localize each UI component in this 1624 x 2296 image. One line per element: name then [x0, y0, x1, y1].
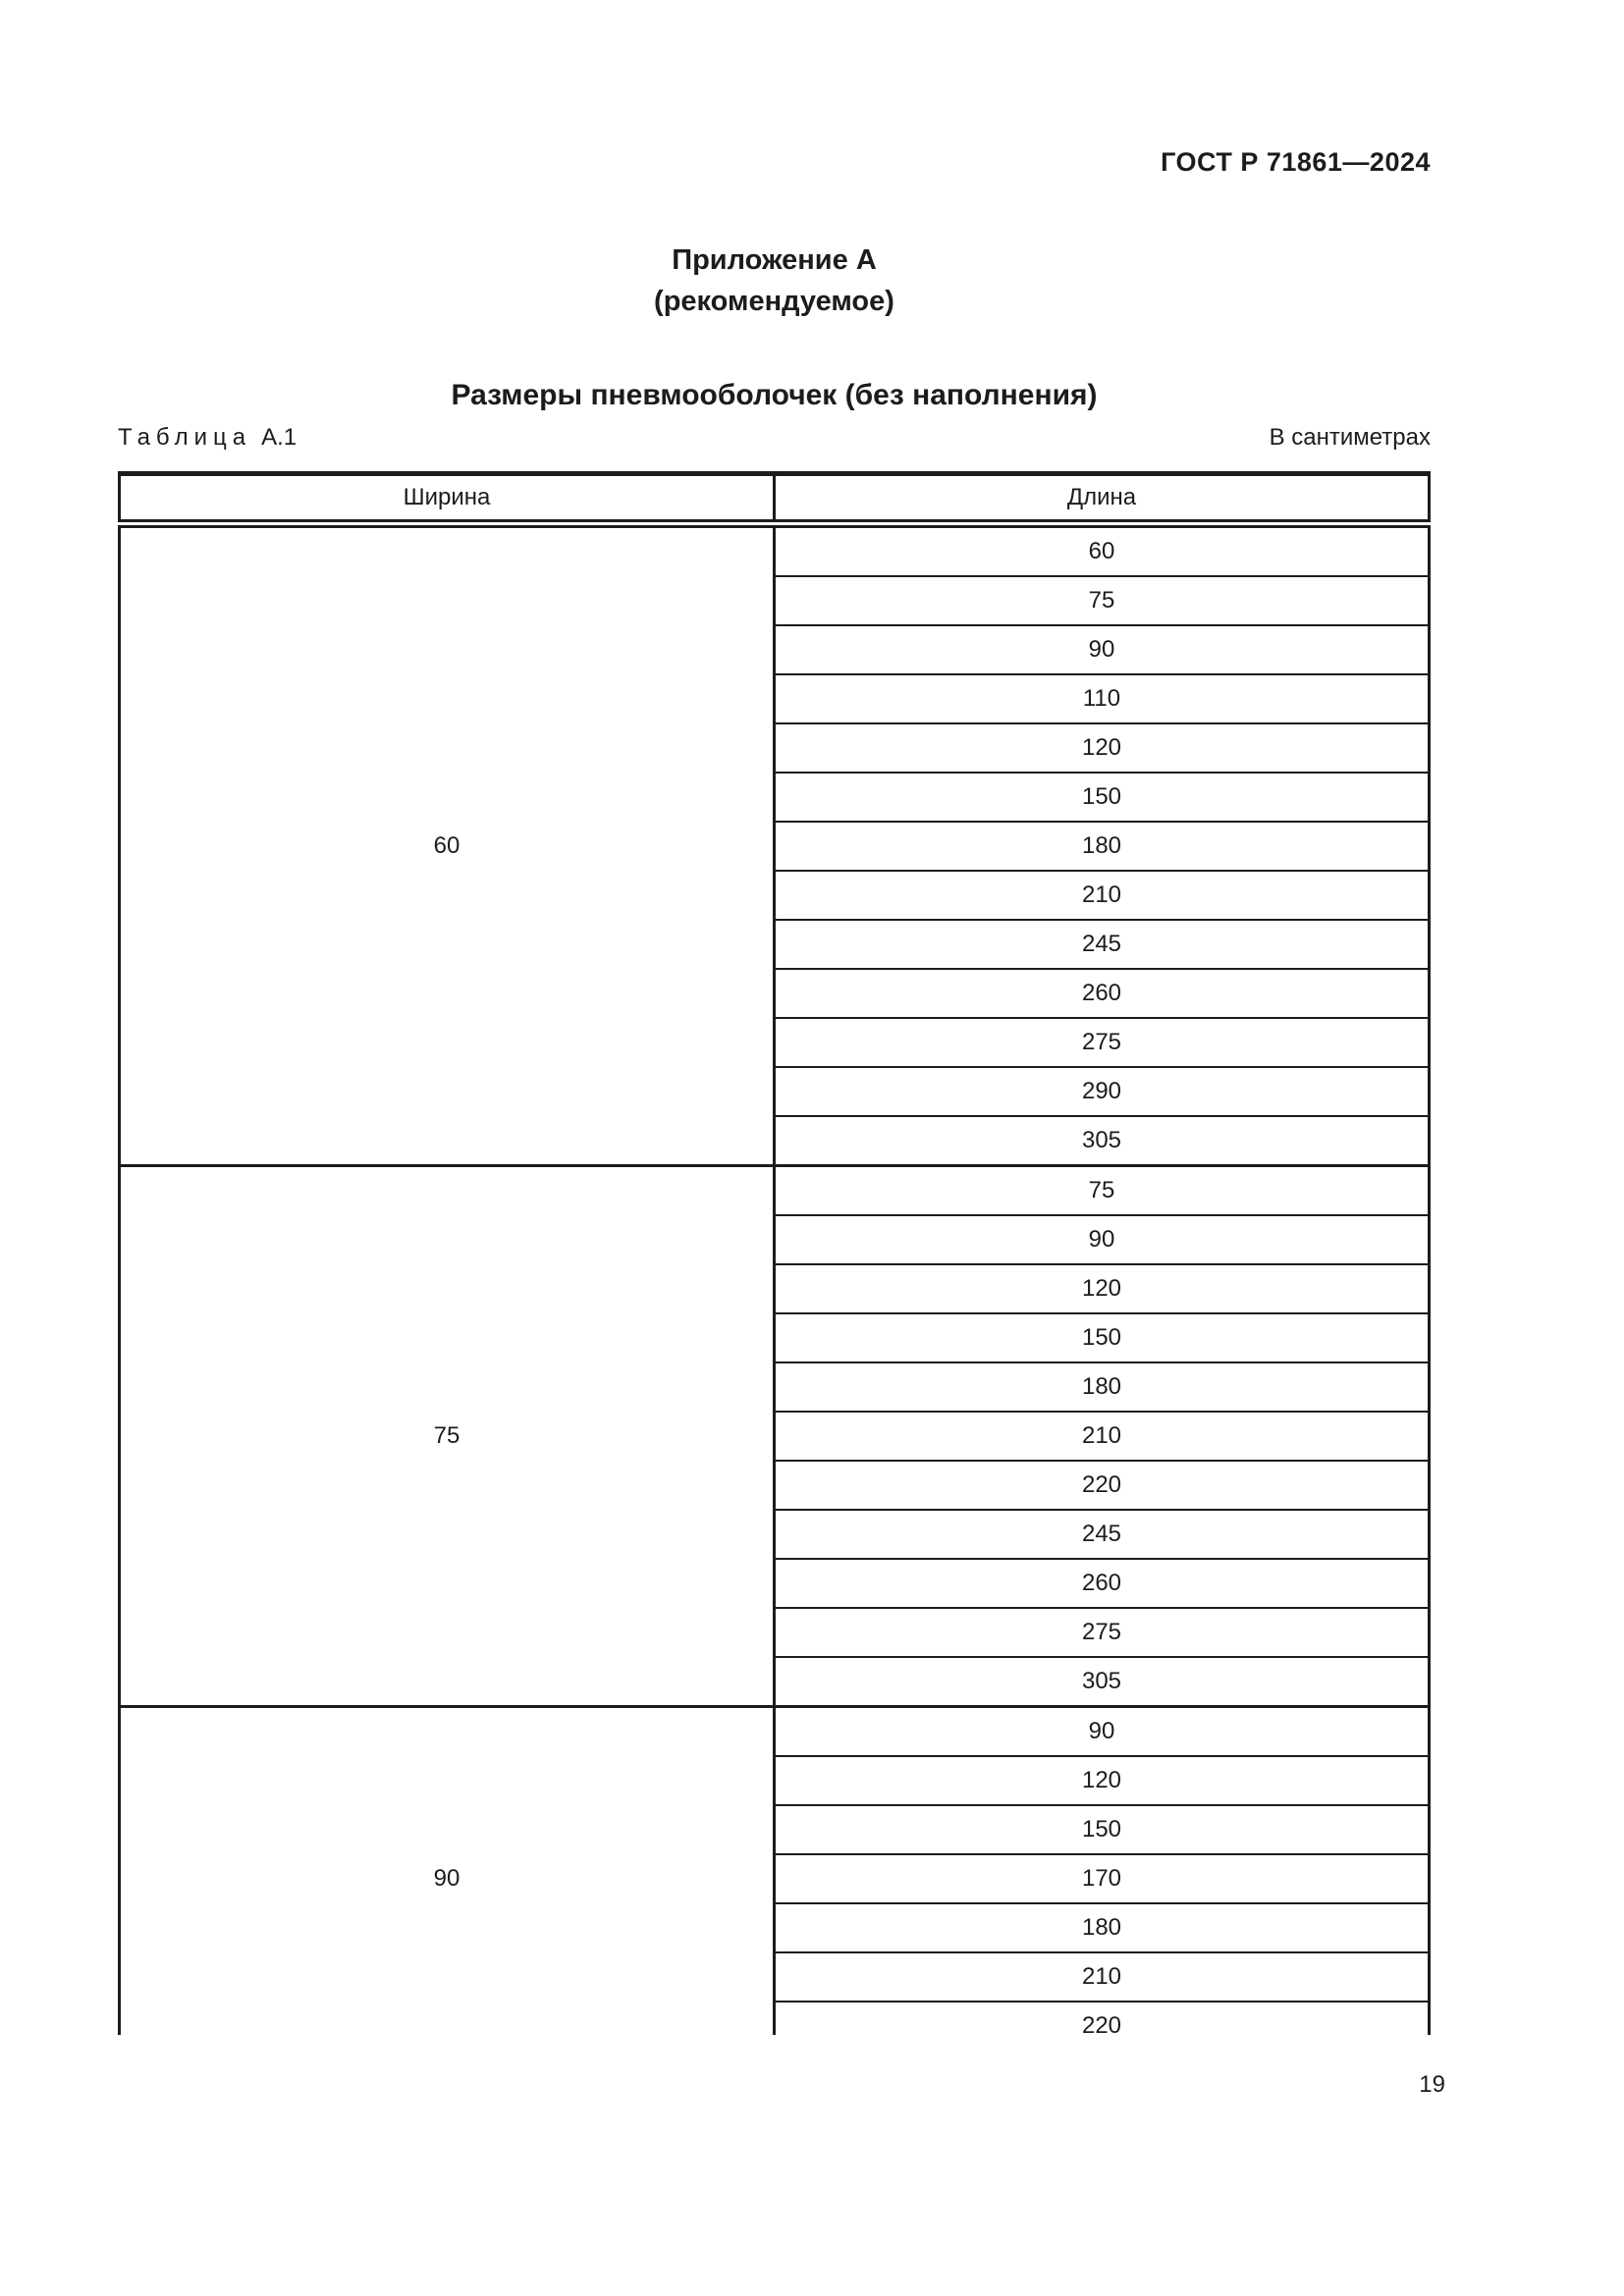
length-cell: 150	[775, 773, 1430, 822]
table-row	[120, 1166, 1430, 1216]
length-cell: 75	[775, 576, 1430, 625]
column-header-length: Длина	[775, 474, 1430, 524]
length-cell: 260	[775, 969, 1430, 1018]
table-units-label: В сантиметрах	[1269, 424, 1431, 451]
table-row	[120, 1707, 1430, 1757]
column-header-width: Ширина	[120, 474, 775, 524]
table-header-row	[120, 474, 1430, 524]
length-cell: 75	[1088, 1177, 1115, 1203]
document-number-header: ГОСТ Р 71861—2024	[1161, 147, 1431, 177]
width-cell: 75	[120, 1166, 775, 1707]
section-title: Размеры пневмооболочек (без наполнения)	[451, 379, 1098, 411]
width-group	[120, 1707, 1430, 2036]
length-cell: 210	[775, 871, 1430, 920]
size-table	[118, 471, 1431, 2035]
length-cell: 150	[775, 1313, 1430, 1362]
length-cell: 305	[775, 1657, 1430, 1707]
length-cell: 275	[775, 1608, 1430, 1657]
appendix-title: Приложение А	[672, 244, 877, 276]
appendix-subtitle: (рекомендуемое)	[654, 286, 894, 317]
length-cell: 90	[1088, 1718, 1115, 1744]
table-caption-word: Таблица	[118, 424, 252, 451]
appendix-heading-block	[118, 240, 1431, 322]
length-cell: 210	[775, 1412, 1430, 1461]
length-cell: 180	[775, 1362, 1430, 1412]
length-cell: 120	[775, 1756, 1430, 1805]
length-cell: 90	[775, 1215, 1430, 1264]
length-cell: 305	[775, 1116, 1430, 1166]
length-cell: 60	[1088, 538, 1115, 564]
length-cell: 180	[775, 822, 1430, 871]
length-cell: 260	[775, 1559, 1430, 1608]
table-container	[118, 471, 1431, 2035]
table-caption	[118, 424, 297, 452]
page-number: 19	[1419, 2071, 1445, 2098]
length-cell: 290	[775, 1067, 1430, 1116]
table-row	[120, 524, 1430, 577]
width-cell: 60	[120, 524, 775, 1166]
length-cell: 150	[775, 1805, 1430, 1854]
length-cell: 120	[775, 723, 1430, 773]
table-header	[120, 474, 1430, 524]
length-cell: 245	[775, 920, 1430, 969]
length-cell: 210	[775, 1952, 1430, 2002]
length-cell: 275	[775, 1018, 1430, 1067]
width-cell: 90	[120, 1707, 775, 2036]
length-cell: 180	[775, 1903, 1430, 1952]
length-cell: 220	[775, 2002, 1430, 2035]
width-group	[120, 524, 1430, 1166]
length-cell: 90	[775, 625, 1430, 674]
length-cell: 170	[775, 1854, 1430, 1903]
length-cell: 120	[775, 1264, 1430, 1313]
length-cell: 245	[775, 1510, 1430, 1559]
table-meta-row	[118, 424, 1431, 452]
width-group	[120, 1166, 1430, 1707]
table-caption-number: А.1	[261, 424, 298, 451]
length-cell: 110	[775, 674, 1430, 723]
length-cell: 220	[775, 1461, 1430, 1510]
